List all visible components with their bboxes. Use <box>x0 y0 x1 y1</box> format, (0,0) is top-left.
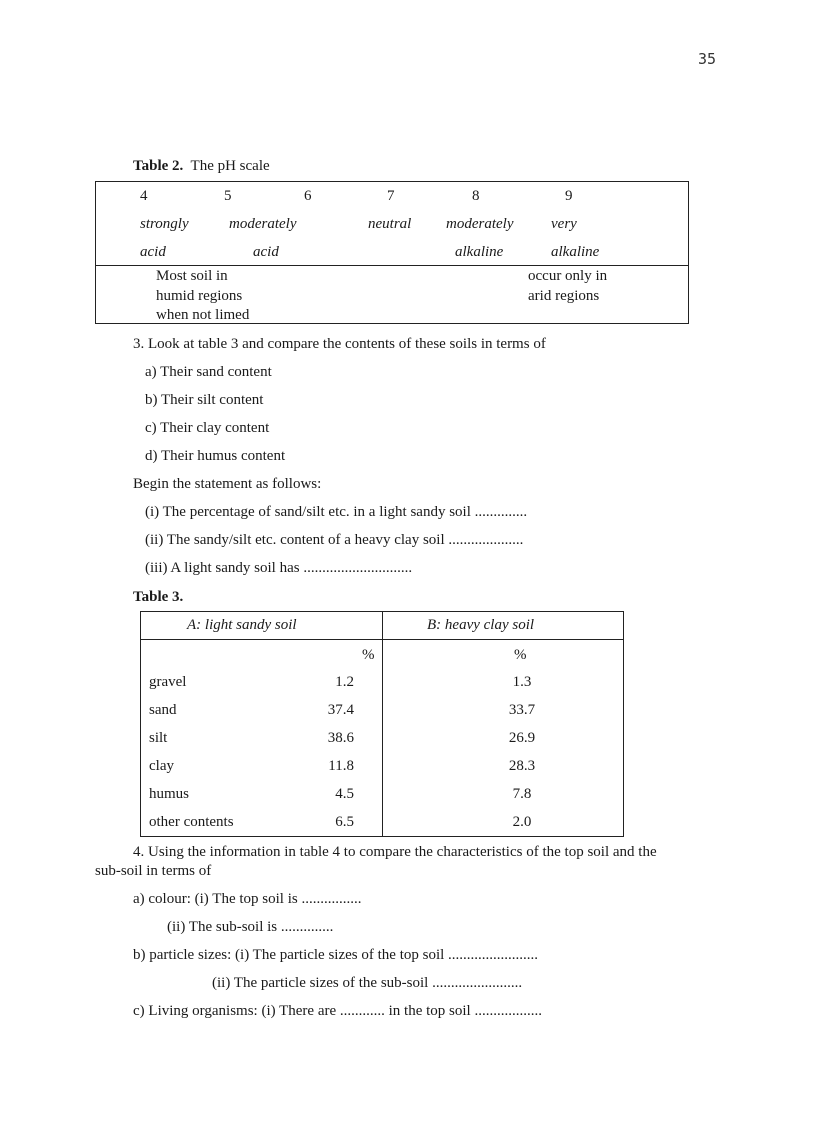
table2-divider <box>96 265 688 266</box>
table-row-label: humus <box>149 786 190 802</box>
note-right-line: occur only in <box>528 268 608 284</box>
table-row-label: sand <box>149 702 177 718</box>
table2-caption-label: Table 2. <box>133 158 184 174</box>
ph-label-acid: acid <box>140 244 166 260</box>
ph-label-moderately-alk: moderately <box>446 216 514 232</box>
page-number: 35 <box>698 50 717 68</box>
table-cell-b: 1.3 <box>512 674 532 690</box>
table3-header-a: A: light sandy soil <box>187 617 297 633</box>
table-row-label: clay <box>149 758 174 774</box>
question3-statement: (ii) The sandy/silt etc. content of a heavy clay soil .................... <box>145 532 524 548</box>
table3-column-rule <box>382 612 383 836</box>
ph-label-alkaline: alkaline <box>455 244 504 260</box>
ph-value: 9 <box>565 188 573 204</box>
ph-label-strongly: strongly <box>140 216 189 232</box>
table-cell-b: 2.0 <box>512 814 532 830</box>
table-cell-a: 38.6 <box>327 730 354 746</box>
table-cell-a: 1.2 <box>335 674 354 690</box>
table-cell-b: 28.3 <box>508 758 536 774</box>
note-left-line: Most soil in <box>156 268 228 284</box>
ph-value: 7 <box>387 188 395 204</box>
question4-a: a) colour: (i) The top soil is ................ <box>133 891 362 907</box>
table3-header-b: B: heavy clay soil <box>427 617 535 633</box>
table-cell-a: 6.5 <box>335 814 354 830</box>
ph-value: 5 <box>224 188 232 204</box>
question3-item: d) Their humus content <box>145 448 286 464</box>
table2-caption-text: The pH scale <box>190 158 270 174</box>
soil-composition-table <box>140 611 624 837</box>
note-right-line: arid regions <box>528 288 600 304</box>
table-cell-a: 4.5 <box>335 786 354 802</box>
ph-label-alkaline-2: alkaline <box>551 244 600 260</box>
ph-label-very: very <box>551 216 577 232</box>
table-row-label: other contents <box>149 814 234 830</box>
table-cell-a: 11.8 <box>328 758 354 774</box>
question3-statement: (i) The percentage of sand/silt etc. in a light sandy soil .............. <box>145 504 528 520</box>
ph-label-acid-2: acid <box>253 244 279 260</box>
ph-label-neutral: neutral <box>368 216 412 232</box>
question3-begin: Begin the statement as follows: <box>133 476 322 492</box>
question4-line1: 4. Using the information in table 4 to compare the characteristics of the top soil and the <box>133 844 657 860</box>
table3-unit-b: % <box>514 647 527 663</box>
table-row-label: silt <box>149 730 168 746</box>
question4-line2: sub-soil in terms of <box>95 863 212 879</box>
table-row-label: gravel <box>149 674 187 690</box>
table-cell-a: 37.4 <box>327 702 354 718</box>
table-cell-b: 26.9 <box>508 730 536 746</box>
question4-a-ii: (ii) The sub-soil is .............. <box>167 919 334 935</box>
table-cell-b: 7.8 <box>512 786 532 802</box>
table2-caption <box>133 158 270 175</box>
question4-b: b) particle sizes: (i) The particle sizes of the top soil ........................ <box>133 947 539 963</box>
question4-b-ii: (ii) The particle sizes of the sub-soil ........................ <box>212 975 523 991</box>
question3-item: a) Their sand content <box>145 364 272 380</box>
note-left-line: humid regions <box>156 288 243 304</box>
question3-item: c) Their clay content <box>145 420 270 436</box>
question3-intro: 3. Look at table 3 and compare the contents of these soils in terms of <box>133 336 546 352</box>
ph-value: 4 <box>140 188 148 204</box>
ph-scale-table <box>95 181 689 324</box>
question3-item: b) Their silt content <box>145 392 264 408</box>
table3-caption: Table 3. <box>133 589 184 605</box>
table3-unit-a: % <box>362 647 375 663</box>
ph-value: 6 <box>304 188 312 204</box>
ph-value: 8 <box>472 188 480 204</box>
question4-c: c) Living organisms: (i) There are ............ in the top soil .................. <box>133 1003 542 1019</box>
note-left-line: when not limed <box>156 307 250 323</box>
table-cell-b: 33.7 <box>508 702 536 718</box>
ph-label-moderately: moderately <box>229 216 297 232</box>
question3-statement: (iii) A light sandy soil has ............................. <box>145 560 413 576</box>
